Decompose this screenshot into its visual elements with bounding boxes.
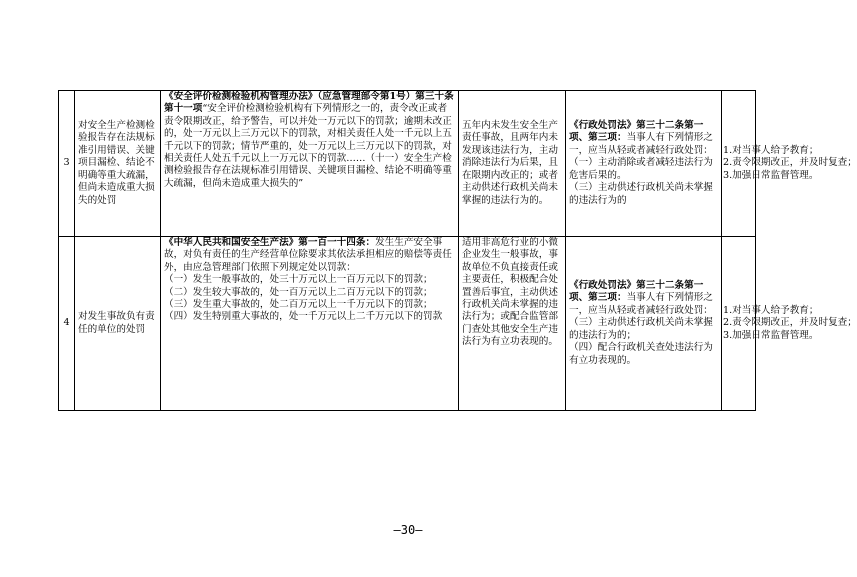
legal-basis-item: （三）发生重大事故的，处二百万元以上一千万元以下的罚款； xyxy=(164,299,433,311)
supervision-measures xyxy=(722,237,857,411)
legal-basis xyxy=(161,237,459,411)
table-row xyxy=(59,237,857,411)
penalty-text xyxy=(569,120,718,182)
legal-basis-item: （二）发生较大事故的，处一百万元以上二百万元以下的罚款； xyxy=(164,286,433,298)
row-number: 4 xyxy=(59,237,75,411)
measure-item: 1.对当事人给予教育； xyxy=(723,304,819,316)
table-row xyxy=(59,91,857,237)
legal-basis xyxy=(161,91,459,237)
penalty-title: 《行政处罚法》第三十二条第一项、第三项： xyxy=(569,280,704,304)
legal-basis-item: （一）发生一般事故的，处三十万元以上一百万元以下的罚款； xyxy=(164,274,433,286)
legal-basis-body: 发生生产安全事故，对负有责任的生产经营单位除要求其依法承担相应的赔偿等责任外，由应急管理部门依照下列规定处以罚款： xyxy=(164,237,452,273)
row-number: 3 xyxy=(59,91,75,237)
penalty-table xyxy=(58,90,857,411)
condition-text: 五年内未发生安全生产责任事故，且两年内未发现该违法行为，主动消除违法行为后果，且在限期内改正的；或者主动供述行政机关尚未掌握的违法行为的。 xyxy=(462,120,558,206)
condition-text: 适用非高危行业的小微企业发生一般事故，事故单位不负直接责任或主要责任，积极配合处置善后事宜，主动供述行政机关尚未掌握的违法行为；或配合监管部门查处其他安全生产违法行为有立功表现的。 xyxy=(462,237,558,348)
measure-item: 3.加强日常监督管理。 xyxy=(723,329,819,341)
penalty-body: 当事人有下列情形之一，应当从轻或者减轻行政处罚：（一）主动消除或者减轻违法行为危害后果的。 xyxy=(569,132,713,181)
supervision-measures xyxy=(722,91,857,237)
measure-item: 3.加强日常监督管理。 xyxy=(723,169,819,181)
measure-item: 1.对当事人给予教育； xyxy=(723,144,819,156)
legal-basis-body: “安全评价检测检验机构有下列情形之一的，责令改正或者责令限期改正，给予警告，可以并处一万元以下的罚款；逾期未改正的，处一万元以上三万元以下的罚款，对相关责任人处一千元以上五千元以下的罚款；情节严重的，处一万元以上三万元以下的罚款，对相关责任人处五千元以上一万元以下的罚款……（十一）安全生产检测检验报告存在法规标准引用错误、关键项目漏检、结论不明确等重大疏漏，但尚未造成重大损失的” xyxy=(164,103,452,189)
page-number: —30— xyxy=(393,523,423,537)
penalty-body: 当事人有下列情形之一，应当从轻或者减轻行政处罚：（三）主动供述行政机关尚未掌握的违法行为的； xyxy=(569,292,713,341)
violation-description xyxy=(75,237,161,411)
violation-text: 对发生事故负有责任的单位的处罚 xyxy=(78,311,155,335)
penalty-item: （三）主动供述行政机关尚未掌握的违法行为的 xyxy=(569,182,713,206)
mitigation-condition xyxy=(459,91,566,237)
measure-item: 2.责令限期改正，并及时复查； xyxy=(723,317,857,329)
legal-basis-text xyxy=(164,237,455,274)
penalty-basis xyxy=(566,91,722,237)
legal-basis-item: （四）发生特别重大事故的，处一千万元以上二千万元以下的罚款 xyxy=(164,311,443,323)
legal-basis-title: 《安全评价检测检验机构管理办法》（应急管理部令第1号）第三十条第十一项 xyxy=(164,91,454,115)
penalty-text xyxy=(569,280,718,342)
legal-basis-text xyxy=(164,91,455,190)
legal-basis-title: 《中华人民共和国安全生产法》第一百一十四条： xyxy=(164,237,376,248)
measure-item: 2.责令限期改正，并及时复查； xyxy=(723,157,857,169)
violation-description xyxy=(75,91,161,237)
violation-text: 对安全生产检测检验报告存在法规标准引用错误、关键项目漏检、结论不明确等重大疏漏，但尚未造成重大损失的处罚 xyxy=(78,120,155,206)
mitigation-condition xyxy=(459,237,566,411)
penalty-title: 《行政处罚法》第三十二条第一项、第三项： xyxy=(569,120,704,144)
penalty-item: （四）配合行政机关查处违法行为有立功表现的。 xyxy=(569,342,713,366)
penalty-basis xyxy=(566,237,722,411)
